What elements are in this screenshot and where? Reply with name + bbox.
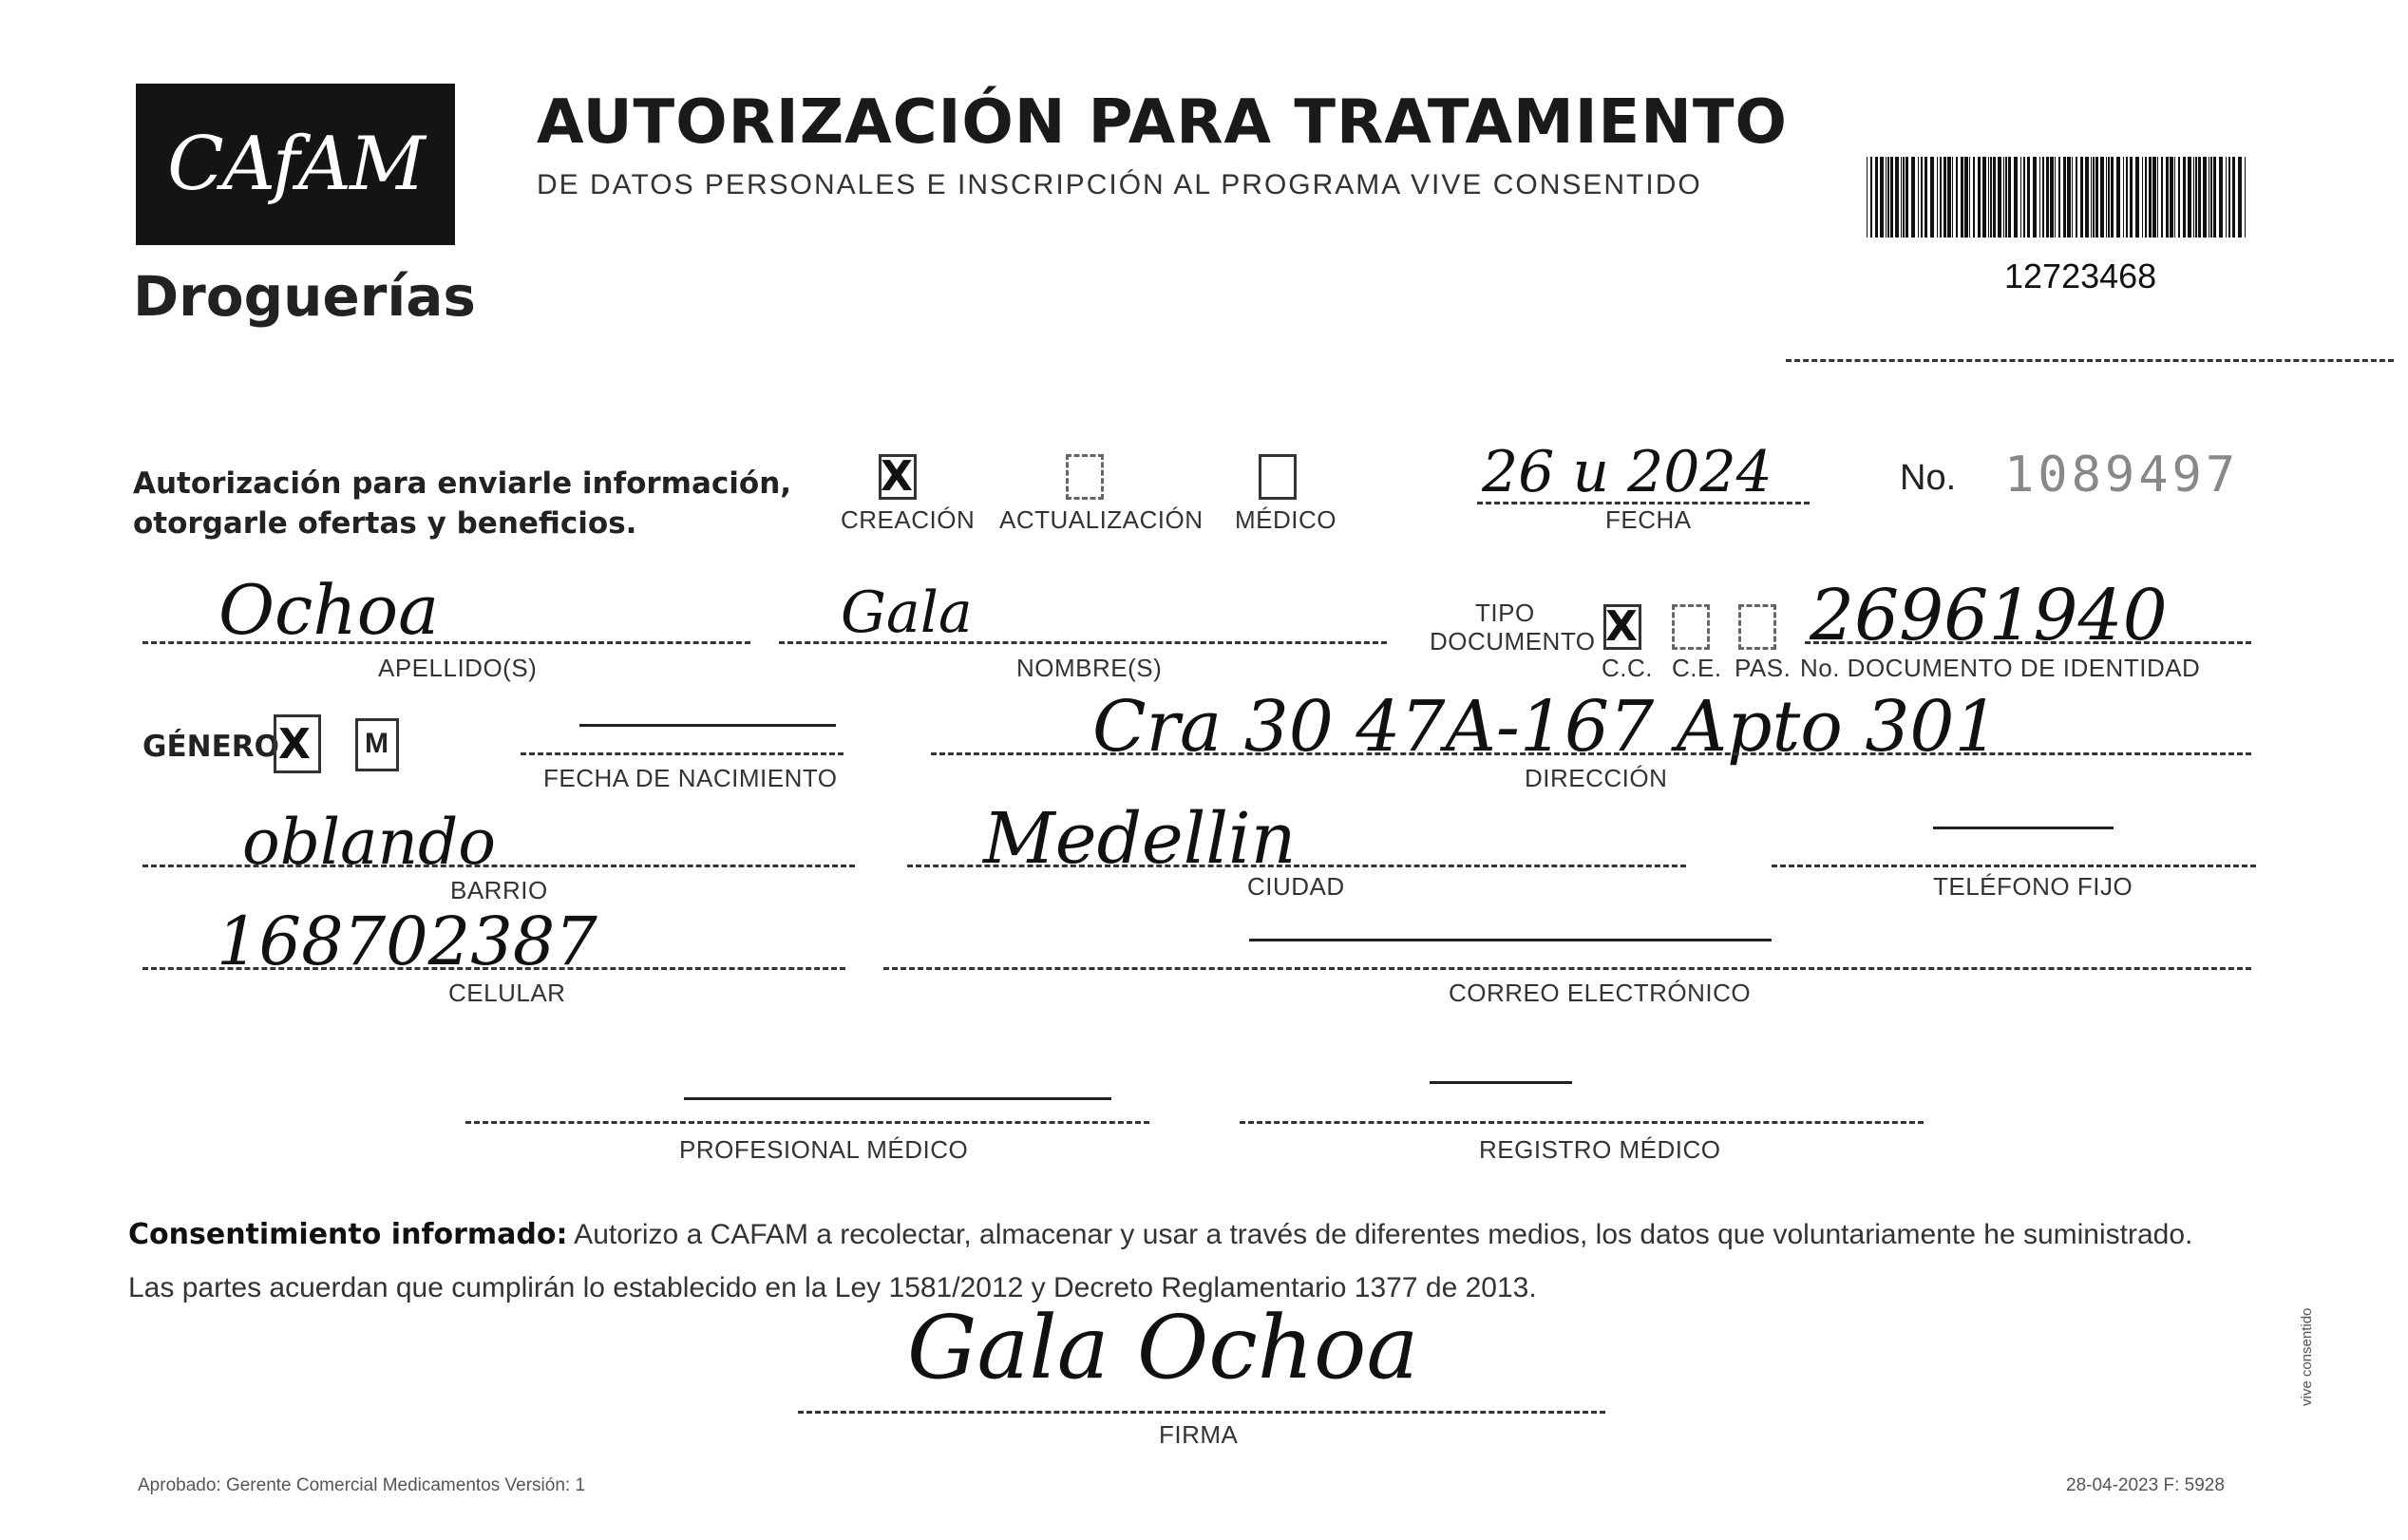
city-value: Medellin xyxy=(983,798,1297,880)
gender-label: GÉNERO xyxy=(142,730,279,764)
brand-logo: CAfAM xyxy=(136,84,455,245)
date-label: FECHA xyxy=(1605,505,1692,534)
landline-label: TELÉFONO FIJO xyxy=(1933,872,2133,901)
footer-approval: Aprobado: Gerente Comercial Medicamentos Versión: 1 xyxy=(138,1475,586,1495)
city-label: CIUDAD xyxy=(1247,872,1345,901)
form-subtitle: DE DATOS PERSONALES E INSCRIPCIÓN AL PROGRAMA VIVE CONSENTIDO xyxy=(537,169,1702,200)
registry-line[interactable] xyxy=(1240,1121,1924,1124)
email-line[interactable] xyxy=(883,967,2251,970)
barcode-number: 12723468 xyxy=(2004,257,2157,295)
name-value: Gala xyxy=(841,580,973,646)
authorization-text: Autorización para enviarle información, otorgarle ofertas y beneficios. xyxy=(133,466,792,541)
registry-label: REGISTRO MÉDICO xyxy=(1479,1135,1721,1164)
address-value: Cra 30 47A-167 Apto 301 xyxy=(1092,686,2000,768)
barcode-icon xyxy=(1867,157,2251,238)
neighborhood-line[interactable] xyxy=(142,865,855,867)
surname-value: Ochoa xyxy=(218,570,439,650)
number-label: No. xyxy=(1900,458,1957,498)
option-creacion-label: CREACIÓN xyxy=(841,505,976,534)
email-label: CORREO ELECTRÓNICO xyxy=(1449,979,1752,1007)
footer-version: 28-04-2023 F: 5928 xyxy=(2066,1475,2225,1495)
name-line[interactable] xyxy=(779,641,1387,644)
signature-label: FIRMA xyxy=(1159,1420,1239,1449)
city-line[interactable] xyxy=(907,865,1686,867)
doc-number-line[interactable] xyxy=(1805,641,2251,644)
doc-number-value: 26961940 xyxy=(1810,575,2168,656)
registry-strike xyxy=(1430,1081,1572,1084)
consent-text: Consentimiento informado: Autorizo a CAFAM a recolectar, almacenar y usar a través de diferentes medios, los datos que voluntariamente he suministrado. Las partes acuerdan que cumplirán lo establecido en la Ley 1581/2012 y Decreto Reglamentario 1377 de 2013. xyxy=(128,1218,2193,1303)
address-line[interactable] xyxy=(931,752,2251,755)
surname-label: APELLIDO(S) xyxy=(378,654,538,682)
birth-date-label: FECHA DE NACIMIENTO xyxy=(543,764,838,792)
doctor-line[interactable] xyxy=(465,1121,1149,1124)
landline-strike xyxy=(1933,827,2114,829)
check-mark-icon: X xyxy=(1605,602,1638,651)
doc-pas-checkbox[interactable] xyxy=(1738,604,1776,650)
check-mark-icon: X xyxy=(881,452,913,501)
doc-type-label-1: TIPO xyxy=(1475,599,1535,627)
neighborhood-label: BARRIO xyxy=(450,876,548,904)
mobile-label: CELULAR xyxy=(448,979,566,1007)
address-label: DIRECCIÓN xyxy=(1525,764,1668,792)
mobile-line[interactable] xyxy=(142,967,845,970)
form-number: 1089497 xyxy=(2004,447,2240,504)
signature-value: Gala Ochoa xyxy=(907,1297,1419,1398)
birth-date-strike xyxy=(579,724,836,727)
header-divider xyxy=(1786,359,2394,362)
landline-line[interactable] xyxy=(1772,865,2256,867)
neighborhood-value: oblando xyxy=(242,806,496,879)
doc-number-label: No. DOCUMENTO DE IDENTIDAD xyxy=(1800,654,2201,682)
mobile-value: 168702387 xyxy=(217,903,597,980)
doctor-strike xyxy=(684,1097,1111,1100)
birth-date-line[interactable] xyxy=(521,752,844,755)
email-strike xyxy=(1249,939,1772,941)
brand-subtitle: Droguerías xyxy=(133,264,476,329)
date-line xyxy=(1477,502,1810,504)
option-actualizacion-checkbox[interactable] xyxy=(1066,454,1104,500)
doctor-label: PROFESIONAL MÉDICO xyxy=(679,1135,969,1164)
option-medico-label: MÉDICO xyxy=(1235,505,1337,534)
gender-m-label: M xyxy=(365,728,389,759)
side-watermark: vive consentido xyxy=(2299,1307,2315,1406)
doc-pas-label: PAS. xyxy=(1735,654,1792,682)
doc-cc-label: C.C. xyxy=(1602,654,1653,682)
signature-line[interactable] xyxy=(798,1411,1605,1414)
option-medico-checkbox[interactable] xyxy=(1259,454,1297,500)
date-value: 26 u 2024 xyxy=(1482,439,1773,505)
doc-ce-checkbox[interactable] xyxy=(1672,604,1710,650)
doc-ce-label: C.E. xyxy=(1672,654,1722,682)
name-label: NOMBRE(S) xyxy=(1016,654,1163,682)
doc-type-label-2: DOCUMENTO xyxy=(1430,627,1596,656)
surname-line[interactable] xyxy=(142,641,750,644)
form-title: AUTORIZACIÓN PARA TRATAMIENTO xyxy=(537,87,1788,158)
check-mark-icon: X xyxy=(278,720,311,769)
option-actualizacion-label: ACTUALIZACIÓN xyxy=(999,505,1204,534)
